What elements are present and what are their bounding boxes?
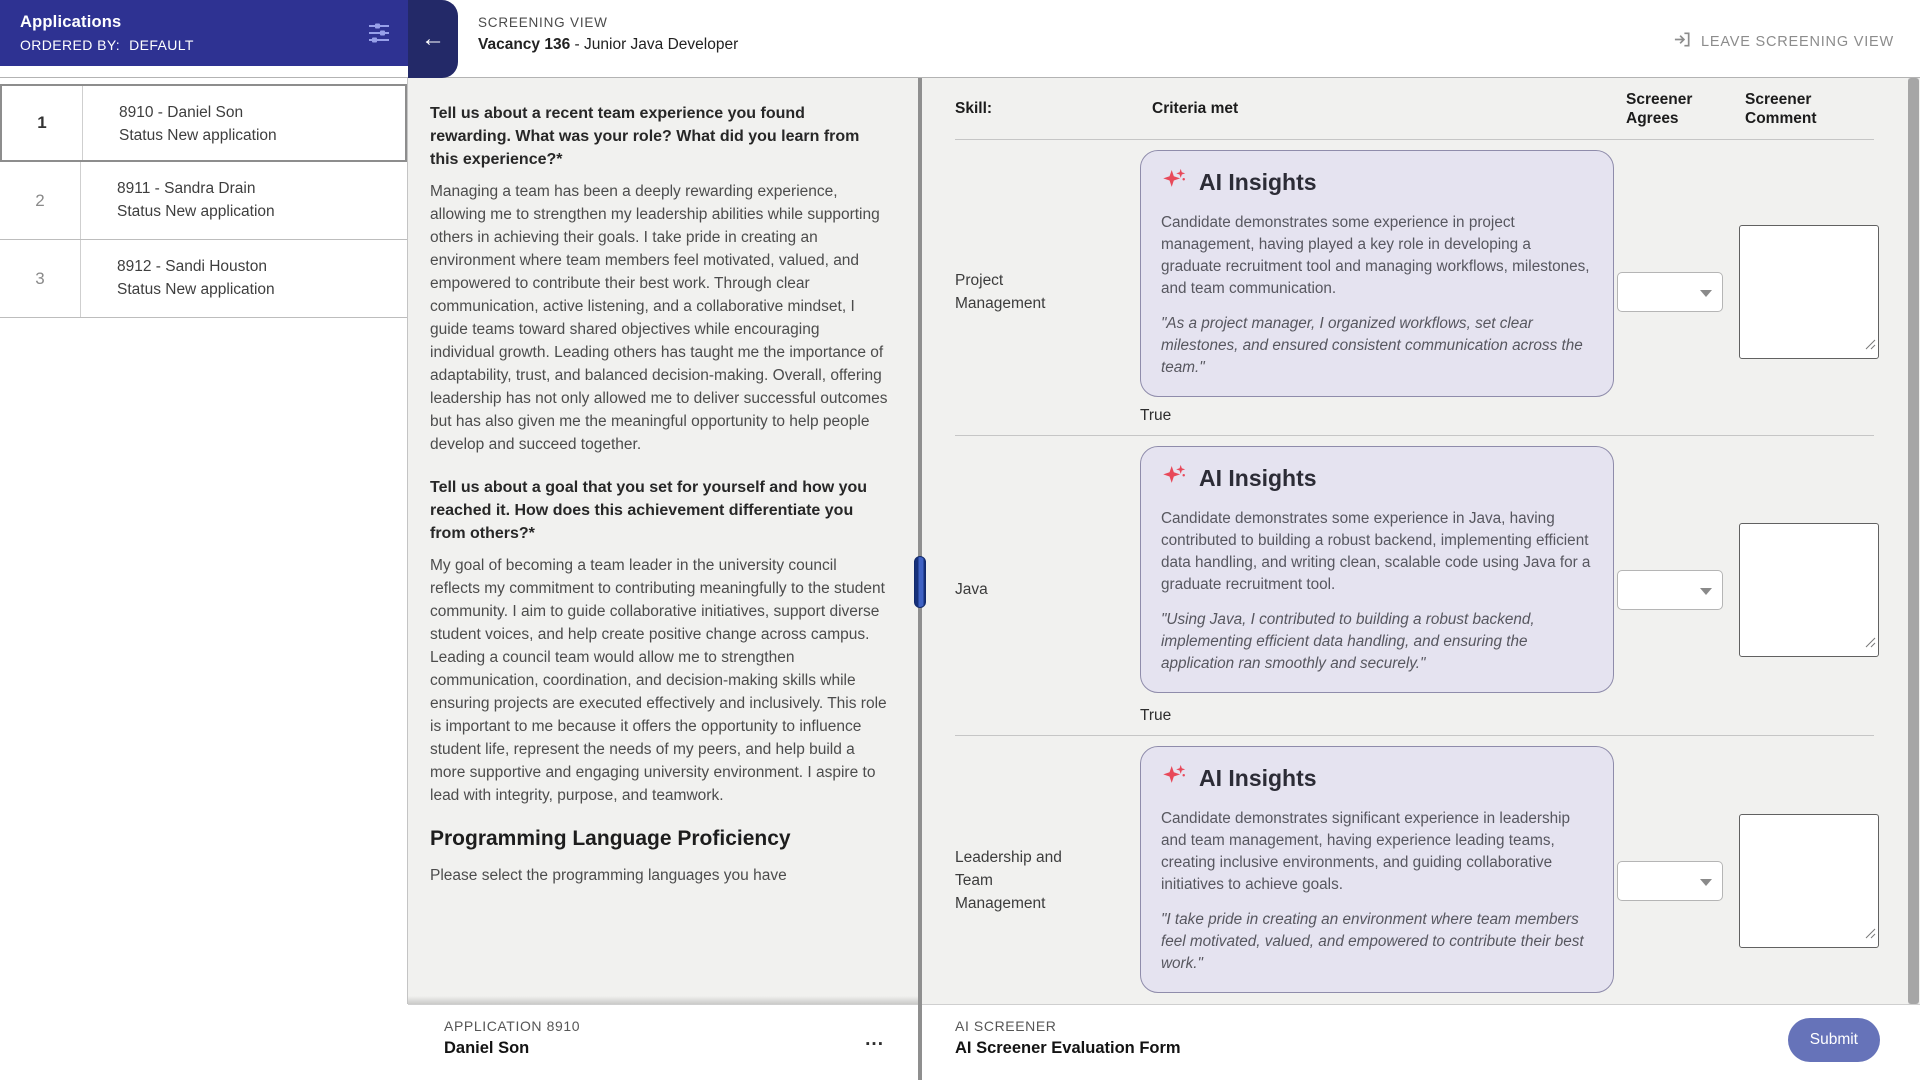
evaluation-table-header xyxy=(955,78,1874,140)
application-rank: 3 xyxy=(0,240,81,317)
application-id-name: 8910 - Daniel Son xyxy=(119,104,244,121)
ai-insight-quote: "I take pride in creating an environment where team members feel motivated, valued, and empowered to contribute their best work." xyxy=(1161,911,1584,972)
application-status: Status New application xyxy=(117,203,275,220)
screener-comment-textarea[interactable] xyxy=(1739,523,1879,657)
screener-agrees-select[interactable] xyxy=(1617,861,1723,901)
ai-insight-quote: "As a project manager, I organized workflows, set clear milestones, and ensured consistent communication across the team." xyxy=(1161,315,1583,376)
resize-grip-icon[interactable] xyxy=(1865,337,1876,355)
screener-footer-name: AI Screener Evaluation Form xyxy=(955,1039,1181,1057)
skill-label: Leadership and Team Management xyxy=(955,849,1062,912)
applications-panel-header xyxy=(0,0,408,66)
application-list-item-8911[interactable] xyxy=(0,162,407,240)
ai-sparkle-icon xyxy=(1161,166,1188,199)
question-2: Tell us about a goal that you set for yourself and how you reached it. How does this achievement differentiate you from others?* xyxy=(430,479,868,542)
application-footer-name: Daniel Son xyxy=(444,1039,530,1057)
chevron-down-icon xyxy=(1700,879,1712,886)
screener-comment-textarea[interactable] xyxy=(1739,225,1879,359)
column-header-criteria-met: Criteria met xyxy=(1152,100,1239,117)
ai-insights-title: AI Insights xyxy=(1199,765,1317,791)
screener-footer xyxy=(922,1004,1920,1080)
column-header-skill: Skill: xyxy=(955,100,993,117)
applications-title: Applications xyxy=(20,13,122,31)
scrollbar-thumb[interactable] xyxy=(1908,78,1919,1004)
application-id-name: 8912 - Sandi Houston xyxy=(117,258,267,275)
application-footer xyxy=(408,1004,918,1080)
vertical-scrollbar xyxy=(1908,78,1919,1004)
evaluation-row-leadership xyxy=(955,736,1874,1004)
panel-divider xyxy=(918,78,922,1004)
chevron-down-icon xyxy=(1700,588,1712,595)
ai-insights-card xyxy=(1140,150,1614,397)
ai-insight-text: Candidate demonstrates some experience in Java, having contributed to building a robust backend, implementing efficient data handling, and writing clean, scalable code using Java for a graduate recruitment tool. xyxy=(1161,510,1591,593)
ai-insight-text: Candidate demonstrates some experience in project management, having played a key role in developing a graduate recruitment tool and managing workflows, milestones, and team communication. xyxy=(1161,214,1590,297)
answer-1: Managing a team has been a deeply rewarding experience, allowing me to strengthen my leadership abilities while supporting others in achieving their goals. I take pride in creating an environment where team members feel motivated, valued, and empowered to contribute their best work. Through clear communication, active listening, and a collaborative mindset, I guide teams toward shared objectives while encouraging individual growth. Leading others has taught me the importance of adaptability, trust, and balanced decision-making. Overall, offering leadership has not only allowed me to deliver successful outcomes but has also given me the meaningful opportunity to help people develop and succeed together. xyxy=(430,183,888,453)
collapse-sidebar-button[interactable] xyxy=(408,0,458,78)
application-status: Status New application xyxy=(117,281,275,298)
criteria-met-value: True xyxy=(1140,407,1172,424)
evaluation-panel xyxy=(922,78,1920,1004)
screening-view-label: SCREENING VIEW xyxy=(478,15,608,30)
leave-exit-icon xyxy=(1673,30,1692,53)
application-footer-label: APPLICATION 8910 xyxy=(444,1018,581,1034)
applications-header-text xyxy=(20,13,194,53)
ai-insights-title-row xyxy=(1161,762,1593,795)
bottom-bar xyxy=(0,1004,1920,1080)
screener-agrees-select[interactable] xyxy=(1617,272,1723,312)
skill-label: Java xyxy=(955,581,988,598)
ai-insights-card xyxy=(1140,446,1614,693)
ai-insights-title: AI Insights xyxy=(1199,169,1317,195)
resize-grip-icon[interactable] xyxy=(1865,926,1876,944)
column-header-screener-comment: Screener Comment xyxy=(1745,90,1817,127)
top-header xyxy=(0,0,1920,78)
ai-insight-quote: "Using Java, I contributed to building a robust backend, implementing efficient data handling, and ensuring the application ran smoothly and securely." xyxy=(1161,611,1535,672)
leave-screening-view-button[interactable] xyxy=(1673,30,1894,53)
application-summary xyxy=(81,240,283,317)
evaluation-table xyxy=(922,78,1920,1004)
leave-screening-view-label: LEAVE SCREENING VIEW xyxy=(1701,33,1894,50)
ai-sparkle-icon xyxy=(1161,462,1188,495)
screener-comment-textarea[interactable] xyxy=(1739,814,1879,948)
chevron-down-icon xyxy=(1700,290,1712,297)
screening-view-header xyxy=(478,15,738,54)
application-status: Status New application xyxy=(119,127,277,144)
application-list-item-8910[interactable] xyxy=(0,84,407,162)
main-content xyxy=(0,78,1920,1004)
application-answers-panel xyxy=(408,78,918,1004)
submit-button[interactable]: Submit xyxy=(1788,1018,1880,1062)
ai-insights-card xyxy=(1140,746,1614,993)
application-id-name: 8911 - Sandra Drain xyxy=(117,180,256,197)
ordered-by: ORDERED BY: DEFAULT xyxy=(20,37,194,53)
criteria-met-value: True xyxy=(1140,707,1172,724)
back-arrow-icon: ← xyxy=(421,25,445,52)
ellipsis-menu-button[interactable]: ... xyxy=(865,1029,884,1050)
footer-sidebar-spacer xyxy=(0,1004,408,1080)
vacancy-title: Vacancy 136 - Junior Java Developer xyxy=(478,36,739,53)
evaluation-row-project-management xyxy=(955,140,1874,436)
skill-label: Project Management xyxy=(955,271,1046,312)
ai-sparkle-icon xyxy=(1161,762,1188,795)
evaluation-row-java xyxy=(955,436,1874,736)
screener-footer-label: AI SCREENER xyxy=(955,1018,1057,1034)
application-summary xyxy=(81,162,283,239)
application-summary xyxy=(83,86,285,160)
applications-sidebar xyxy=(0,78,408,1004)
ai-insights-title-row xyxy=(1161,462,1593,495)
criteria-met-value xyxy=(1140,997,1614,1004)
column-header-screener-agrees: Screener Agrees xyxy=(1626,90,1693,127)
ai-insights-title: AI Insights xyxy=(1199,465,1317,491)
application-rank: 2 xyxy=(0,162,81,239)
section-intro: Please select the programming languages you have xyxy=(430,867,787,884)
answer-2: My goal of becoming a team leader in the university council reflects my commitment to contributing meaningfully to the student community. I aim to guide collaborative initiatives, support diverse student voices, and help create positive change across campus. Leading a council team would allow me to strengthen communication, coordination, and decision-making skills while ensuring projects are executed effectively and inclusively. This role is important to me because it offers the opportunity to influence student life, represent the needs of my peers, and help build a more supportive and engaging university environment. I aspire to lead with integrity, purpose, and teamwork. xyxy=(430,557,887,804)
application-list-item-8912[interactable] xyxy=(0,240,407,318)
ai-insights-title-row xyxy=(1161,166,1593,199)
ai-insight-text: Candidate demonstrates significant experience in leadership and team management, having experience leading teams, creating inclusive environments, and guiding collaborative initiatives to achieve goals. xyxy=(1161,810,1571,893)
resize-grip-icon[interactable] xyxy=(1865,635,1876,653)
question-1: Tell us about a recent team experience you found rewarding. What was your role? What did you learn from this experience?* xyxy=(430,105,860,168)
filter-sliders-icon[interactable] xyxy=(366,20,392,46)
application-rank: 1 xyxy=(2,86,83,160)
section-heading: Programming Language Proficiency xyxy=(430,827,791,850)
panel-resize-handle[interactable] xyxy=(914,556,926,608)
screener-agrees-select[interactable] xyxy=(1617,570,1723,610)
